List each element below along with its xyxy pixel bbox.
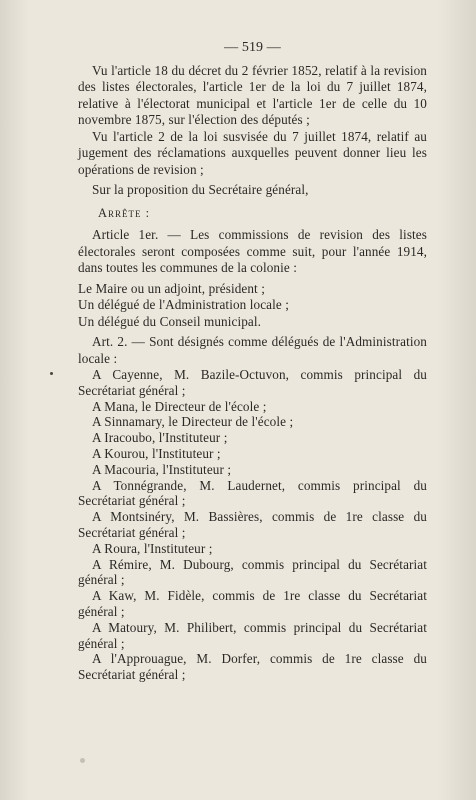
delegate-item: A Sinnamary, le Directeur de l'école ; — [92, 414, 294, 430]
member-item: Le Maire ou un adjoint, président ; — [78, 280, 265, 296]
paper-stain — [80, 758, 85, 763]
paragraph-vu-article-18: Vu l'article 18 du décret du 2 février 1852, relatif à la revision des listes électorales, l'article 1er de la loi du 7 juillet 1874, relative à l'électorat municipal et l'article 1er de celle du 10 novembre 1875, sur l'élection des députés ; — [78, 62, 427, 127]
delegate-item: A Cayenne, M. Bazile-Octuvon, commis principal du Secrétariat général ; — [78, 367, 427, 398]
delegate-item: A Montsinéry, M. Bassières, commis de 1re classe du Secrétariat général ; — [78, 509, 427, 540]
commission-members — [78, 281, 427, 331]
member-item: Un délégué de l'Administration locale ; — [78, 297, 289, 312]
page-number: — 519 — — [224, 40, 281, 55]
margin-mark — [50, 372, 53, 375]
delegate-item: A Roura, l'Instituteur ; — [92, 540, 213, 556]
delegate-item: A Macouria, l'Instituteur ; — [92, 461, 232, 477]
article-1: Article 1er. — Les commissions de revision des listes électorales seront composées comme suit, pour l'année 1914, dans toutes les communes de la colonie : — [78, 227, 427, 275]
delegate-item: A Iracoubo, l'Instituteur ; — [92, 430, 228, 446]
page-text — [78, 40, 427, 683]
delegate-item: A Rémire, M. Dubourg, commis principal du Secrétariat général ; — [78, 556, 427, 588]
member-item: Un délégué du Conseil municipal. — [78, 313, 262, 329]
delegate-list — [78, 367, 427, 683]
delegate-item: A Matoury, M. Philibert, commis principal du Secrétariat général ; — [78, 619, 427, 651]
paragraph-vu-article-2: Vu l'article 2 de la loi susvisée du 7 juillet 1874, relatif au jugement des réclamations auxquelles peuvent donner lieu les opérations de revision ; — [78, 128, 427, 177]
delegate-item: A Tonnégrande, M. Laudernet, commis principal du Secrétariat général ; — [78, 477, 427, 509]
arrete-heading: Arrête : — [98, 205, 151, 220]
article-2: Art. 2. — Sont désignés comme délégués de l'Administration locale : — [78, 334, 427, 366]
delegate-item: A Kourou, l'Instituteur ; — [92, 445, 221, 461]
delegate-item: A Mana, le Directeur de l'école ; — [92, 398, 267, 414]
paragraph-proposition: Sur la proposition du Secrétaire général, — [92, 182, 309, 197]
delegate-item: A l'Approuague, M. Dorfer, commis de 1re classe du Secrétariat général ; — [78, 651, 427, 683]
delegate-item: A Kaw, M. Fidèle, commis de 1re classe du Secrétariat général ; — [78, 588, 427, 619]
